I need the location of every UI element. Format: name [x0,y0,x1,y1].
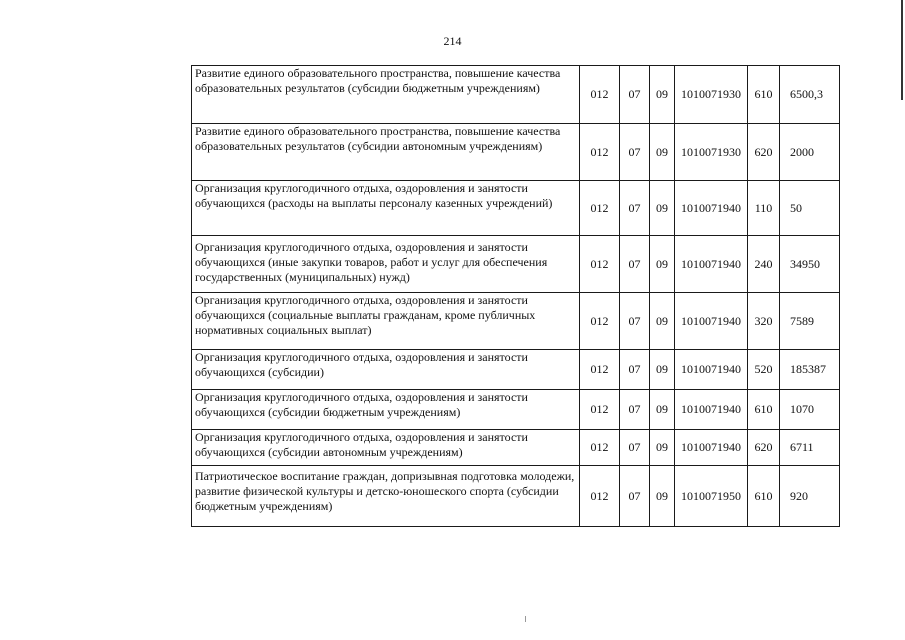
section-code: 07 [620,350,650,390]
table-row [192,181,840,236]
page-number: 214 [443,34,462,48]
row-description: Организация круглогодичного отдыха, оздоровления и занятости обучающихся (иные закупки товаров, работ и услуг для обеспечения государственных (муниципальных) нужд) [192,236,580,293]
amount: 185387 [780,350,840,390]
section-code: 07 [620,181,650,236]
expense-type-code: 620 [748,430,780,466]
row-description: Организация круглогодичного отдыха, оздоровления и занятости обучающихся (расходы на выплаты персоналу казенных учреждений) [192,181,580,236]
target-article-code: 1010071930 [675,124,748,181]
section-code: 07 [620,124,650,181]
target-article-code: 1010071940 [675,350,748,390]
section-code: 07 [620,293,650,350]
target-article-code: 1010071940 [675,390,748,430]
target-article-code: 1010071940 [675,293,748,350]
subsection-code: 09 [650,181,675,236]
table-row [192,66,840,124]
target-article-code: 1010071930 [675,66,748,124]
section-code: 07 [620,236,650,293]
subsection-code: 09 [650,350,675,390]
amount: 34950 [780,236,840,293]
row-description: Организация круглогодичного отдыха, оздоровления и занятости обучающихся (субсидии) [192,350,580,390]
target-article-code: 1010071940 [675,430,748,466]
amount: 7589 [780,293,840,350]
subsection-code: 09 [650,390,675,430]
table-row [192,236,840,293]
section-code: 07 [620,66,650,124]
amount: 920 [780,466,840,527]
row-description: Развитие единого образовательного пространства, повышение качества образовательных результатов (субсидии автономным учреждениям) [192,124,580,181]
ministry-code: 012 [580,124,620,181]
section-code: 07 [620,430,650,466]
table-row [192,466,840,527]
table-row [192,350,840,390]
expense-type-code: 610 [748,390,780,430]
ministry-code: 012 [580,66,620,124]
table-row [192,293,840,350]
ministry-code: 012 [580,430,620,466]
amount: 6711 [780,430,840,466]
amount: 1070 [780,390,840,430]
subsection-code: 09 [650,293,675,350]
section-code: 07 [620,390,650,430]
table-row [192,124,840,181]
ministry-code: 012 [580,181,620,236]
row-description: Организация круглогодичного отдыха, оздоровления и занятости обучающихся (социальные выплаты гражданам, кроме публичных нормативных социальных выплат) [192,293,580,350]
amount: 50 [780,181,840,236]
budget-table [191,65,840,527]
page-edge-line [901,0,903,100]
expense-type-code: 240 [748,236,780,293]
expense-type-code: 520 [748,350,780,390]
table-row [192,430,840,466]
expense-type-code: 110 [748,181,780,236]
expense-type-code: 610 [748,466,780,527]
target-article-code: 1010071940 [675,181,748,236]
ministry-code: 012 [580,293,620,350]
row-description: Патриотическое воспитание граждан, допризывная подготовка молодежи, развитие физической культуры и детско-юношеского спорта (субсидии бюджетным учреждениям) [192,466,580,527]
subsection-code: 09 [650,430,675,466]
ministry-code: 012 [580,236,620,293]
expense-type-code: 620 [748,124,780,181]
subsection-code: 09 [650,66,675,124]
scan-mark [525,616,526,622]
ministry-code: 012 [580,350,620,390]
subsection-code: 09 [650,466,675,527]
subsection-code: 09 [650,236,675,293]
section-code: 07 [620,466,650,527]
target-article-code: 1010071950 [675,466,748,527]
expense-type-code: 610 [748,66,780,124]
row-description: Организация круглогодичного отдыха, оздоровления и занятости обучающихся (субсидии бюджетным учреждениям) [192,390,580,430]
amount: 6500,3 [780,66,840,124]
ministry-code: 012 [580,466,620,527]
subsection-code: 09 [650,124,675,181]
expense-type-code: 320 [748,293,780,350]
target-article-code: 1010071940 [675,236,748,293]
amount: 2000 [780,124,840,181]
ministry-code: 012 [580,390,620,430]
row-description: Развитие единого образовательного пространства, повышение качества образовательных результатов (субсидии бюджетным учреждениям) [192,66,580,124]
table-row [192,390,840,430]
row-description: Организация круглогодичного отдыха, оздоровления и занятости обучающихся (субсидии автономным учреждениям) [192,430,580,466]
